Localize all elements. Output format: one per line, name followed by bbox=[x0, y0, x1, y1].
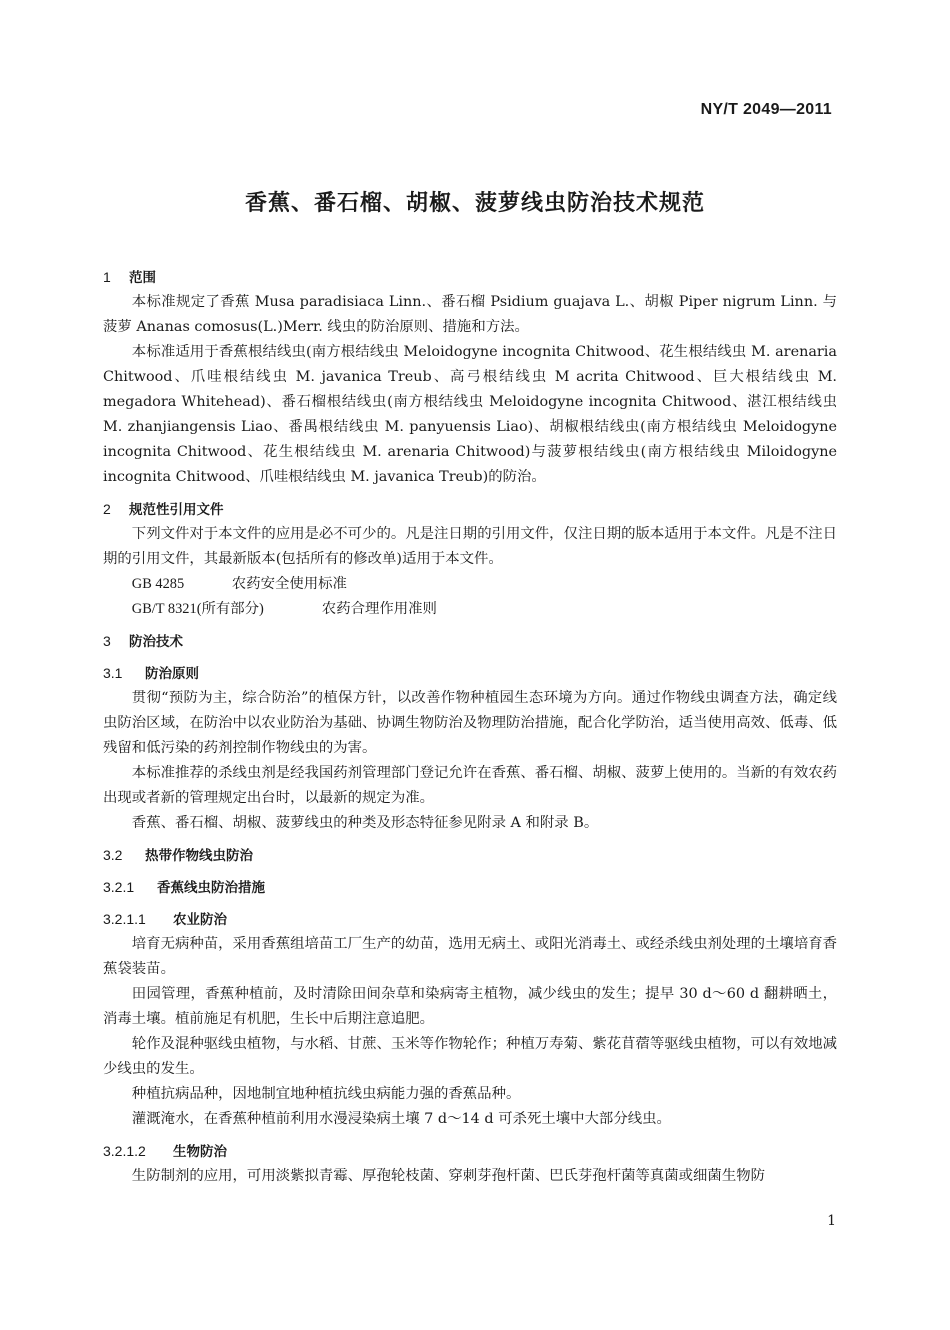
reference-code: GB/T 8321(所有部分) bbox=[131, 601, 264, 617]
section-1-heading bbox=[103, 264, 837, 290]
principle-paragraph-2: 本标准推荐的杀线虫剂是经我国药剂管理部门登记允许在香蕉、番石榴、胡椒、菠萝上使用的。当新的有效农药出现或者新的管理规定出台时，以最新的规定为准。 bbox=[103, 765, 837, 806]
principle-paragraph-1: 贯彻“预防为主，综合防治”的植保方针，以改善作物种植园生态环境为方向。通过作物线虫调查方法，确定线虫防治区域，在防治中以农业防治为基础、协调生物防治及物理防治措施，配合化学防治，适当使用高效、低毒、低残留和低污染的药剂控制作物线虫的为害。 bbox=[103, 690, 837, 756]
page-number: 1 bbox=[827, 1213, 836, 1229]
references-paragraph: 下列文件对于本文件的应用是必不可少的。凡是注日期的引用文件，仅注日期的版本适用于本文件。凡是不注日期的引用文件，其最新版本(包括所有的修改单)适用于本文件。 bbox=[103, 526, 837, 567]
reference-title: 农药安全使用标准 bbox=[231, 576, 347, 592]
section-3-2-1-1-heading bbox=[103, 906, 837, 932]
section-title: 热带作物线虫防治 bbox=[145, 848, 253, 864]
section-number: 2 bbox=[103, 501, 111, 517]
document-title: 香蕉、番石榴、胡椒、菠萝线虫防治技术规范 bbox=[244, 191, 705, 216]
reference-item bbox=[103, 572, 837, 597]
reference-code: GB 4285 bbox=[131, 576, 185, 592]
bio-control-paragraph-1: 生防制剂的应用，可用淡紫拟青霉、厚孢轮枝菌、穿刺芽孢杆菌、巴氏芽孢杆菌等真菌或细菌生物防 bbox=[131, 1168, 765, 1184]
standard-code: NY/T 2049—2011 bbox=[700, 101, 832, 118]
document-body bbox=[103, 258, 837, 1189]
principle-paragraph-3: 香蕉、番石榴、胡椒、菠萝线虫的种类及形态特征参见附录 A 和附录 B。 bbox=[131, 815, 599, 831]
agri-control-paragraph-4: 种植抗病品种，因地制宜地种植抗线虫病能力强的香蕉品种。 bbox=[131, 1086, 521, 1102]
section-title: 防治技术 bbox=[129, 634, 183, 650]
reference-title: 农药合理作用准则 bbox=[321, 601, 437, 617]
reference-item bbox=[103, 597, 837, 622]
section-number: 1 bbox=[103, 269, 111, 285]
section-3-2-heading bbox=[103, 842, 837, 868]
section-2-heading bbox=[103, 496, 837, 522]
section-title: 香蕉线虫防治措施 bbox=[157, 880, 265, 896]
section-number: 3.2.1.2 bbox=[103, 1143, 146, 1159]
section-title: 防治原则 bbox=[145, 666, 199, 682]
section-title: 规范性引用文件 bbox=[129, 502, 224, 518]
agri-control-paragraph-3: 轮作及混种驱线虫植物，与水稻、甘蔗、玉米等作物轮作；种植万寿菊、紫花苜蓿等驱线虫植物，可以有效地减少线虫的发生。 bbox=[103, 1036, 837, 1077]
section-3-1-heading bbox=[103, 660, 837, 686]
section-number: 3.2.1 bbox=[103, 879, 135, 895]
section-title: 农业防治 bbox=[173, 912, 227, 928]
section-3-2-1-2-heading bbox=[103, 1138, 837, 1164]
agri-control-paragraph-5: 灌溉淹水，在香蕉种植前利用水漫浸染病土壤 7 d～14 d 可杀死土壤中大部分线虫。 bbox=[131, 1111, 671, 1127]
section-title: 生物防治 bbox=[173, 1144, 227, 1160]
section-number: 3.2 bbox=[103, 847, 123, 863]
section-3-2-1-heading bbox=[103, 874, 837, 900]
agri-control-paragraph-1: 培育无病种苗，采用香蕉组培苗工厂生产的幼苗，选用无病土、或阳光消毒土、或经杀线虫剂处理的土壤培育香蕉袋装苗。 bbox=[103, 936, 837, 977]
section-3-heading bbox=[103, 628, 837, 654]
section-number: 3.2.1.1 bbox=[103, 911, 146, 927]
scope-paragraph-1: 本标准规定了香蕉 Musa paradisiaca Linn.、番石榴 Psidium guajava L.、胡椒 Piper nigrum Linn. 与菠萝 Ananas comosus(L.)Merr. 线虫的防治原则、措施和方法。 bbox=[103, 294, 837, 335]
agri-control-paragraph-2: 田园管理，香蕉种植前，及时清除田间杂草和染病寄主植物，减少线虫的发生；提早 30 d～60 d 翻耕晒土，消毒土壤。植前施足有机肥，生长中后期注意追肥。 bbox=[103, 986, 837, 1027]
section-number: 3.1 bbox=[103, 665, 123, 681]
scope-paragraph-2: 本标准适用于香蕉根结线虫(南方根结线虫 Meloidogyne incognita Chitwood、花生根结线虫 M. arenaria Chitwood、爪哇根结线虫 M. javanica Treub、高弓根结线虫 M acrita Chitwood、巨大根结线虫 M. megadora Whitehead)、番石榴根结线虫(南方根结线虫 Meloidogyne incognita Chitwood、湛江根结线虫 M. zhanjiangensis Liao、番禺根结线虫 M. panyuensis Liao)、胡椒根结线虫(南方根结线虫 Meloidogyne incognita Chitwood、花生根结线虫 M. arenaria Chitwood)与菠萝根结线虫(南方根结线虫 Miloidogyne incognita Chitwood、爪哇根结线虫 M. javanica Treub)的防治。 bbox=[103, 344, 837, 485]
section-number: 3 bbox=[103, 633, 111, 649]
section-title: 范围 bbox=[129, 270, 156, 286]
